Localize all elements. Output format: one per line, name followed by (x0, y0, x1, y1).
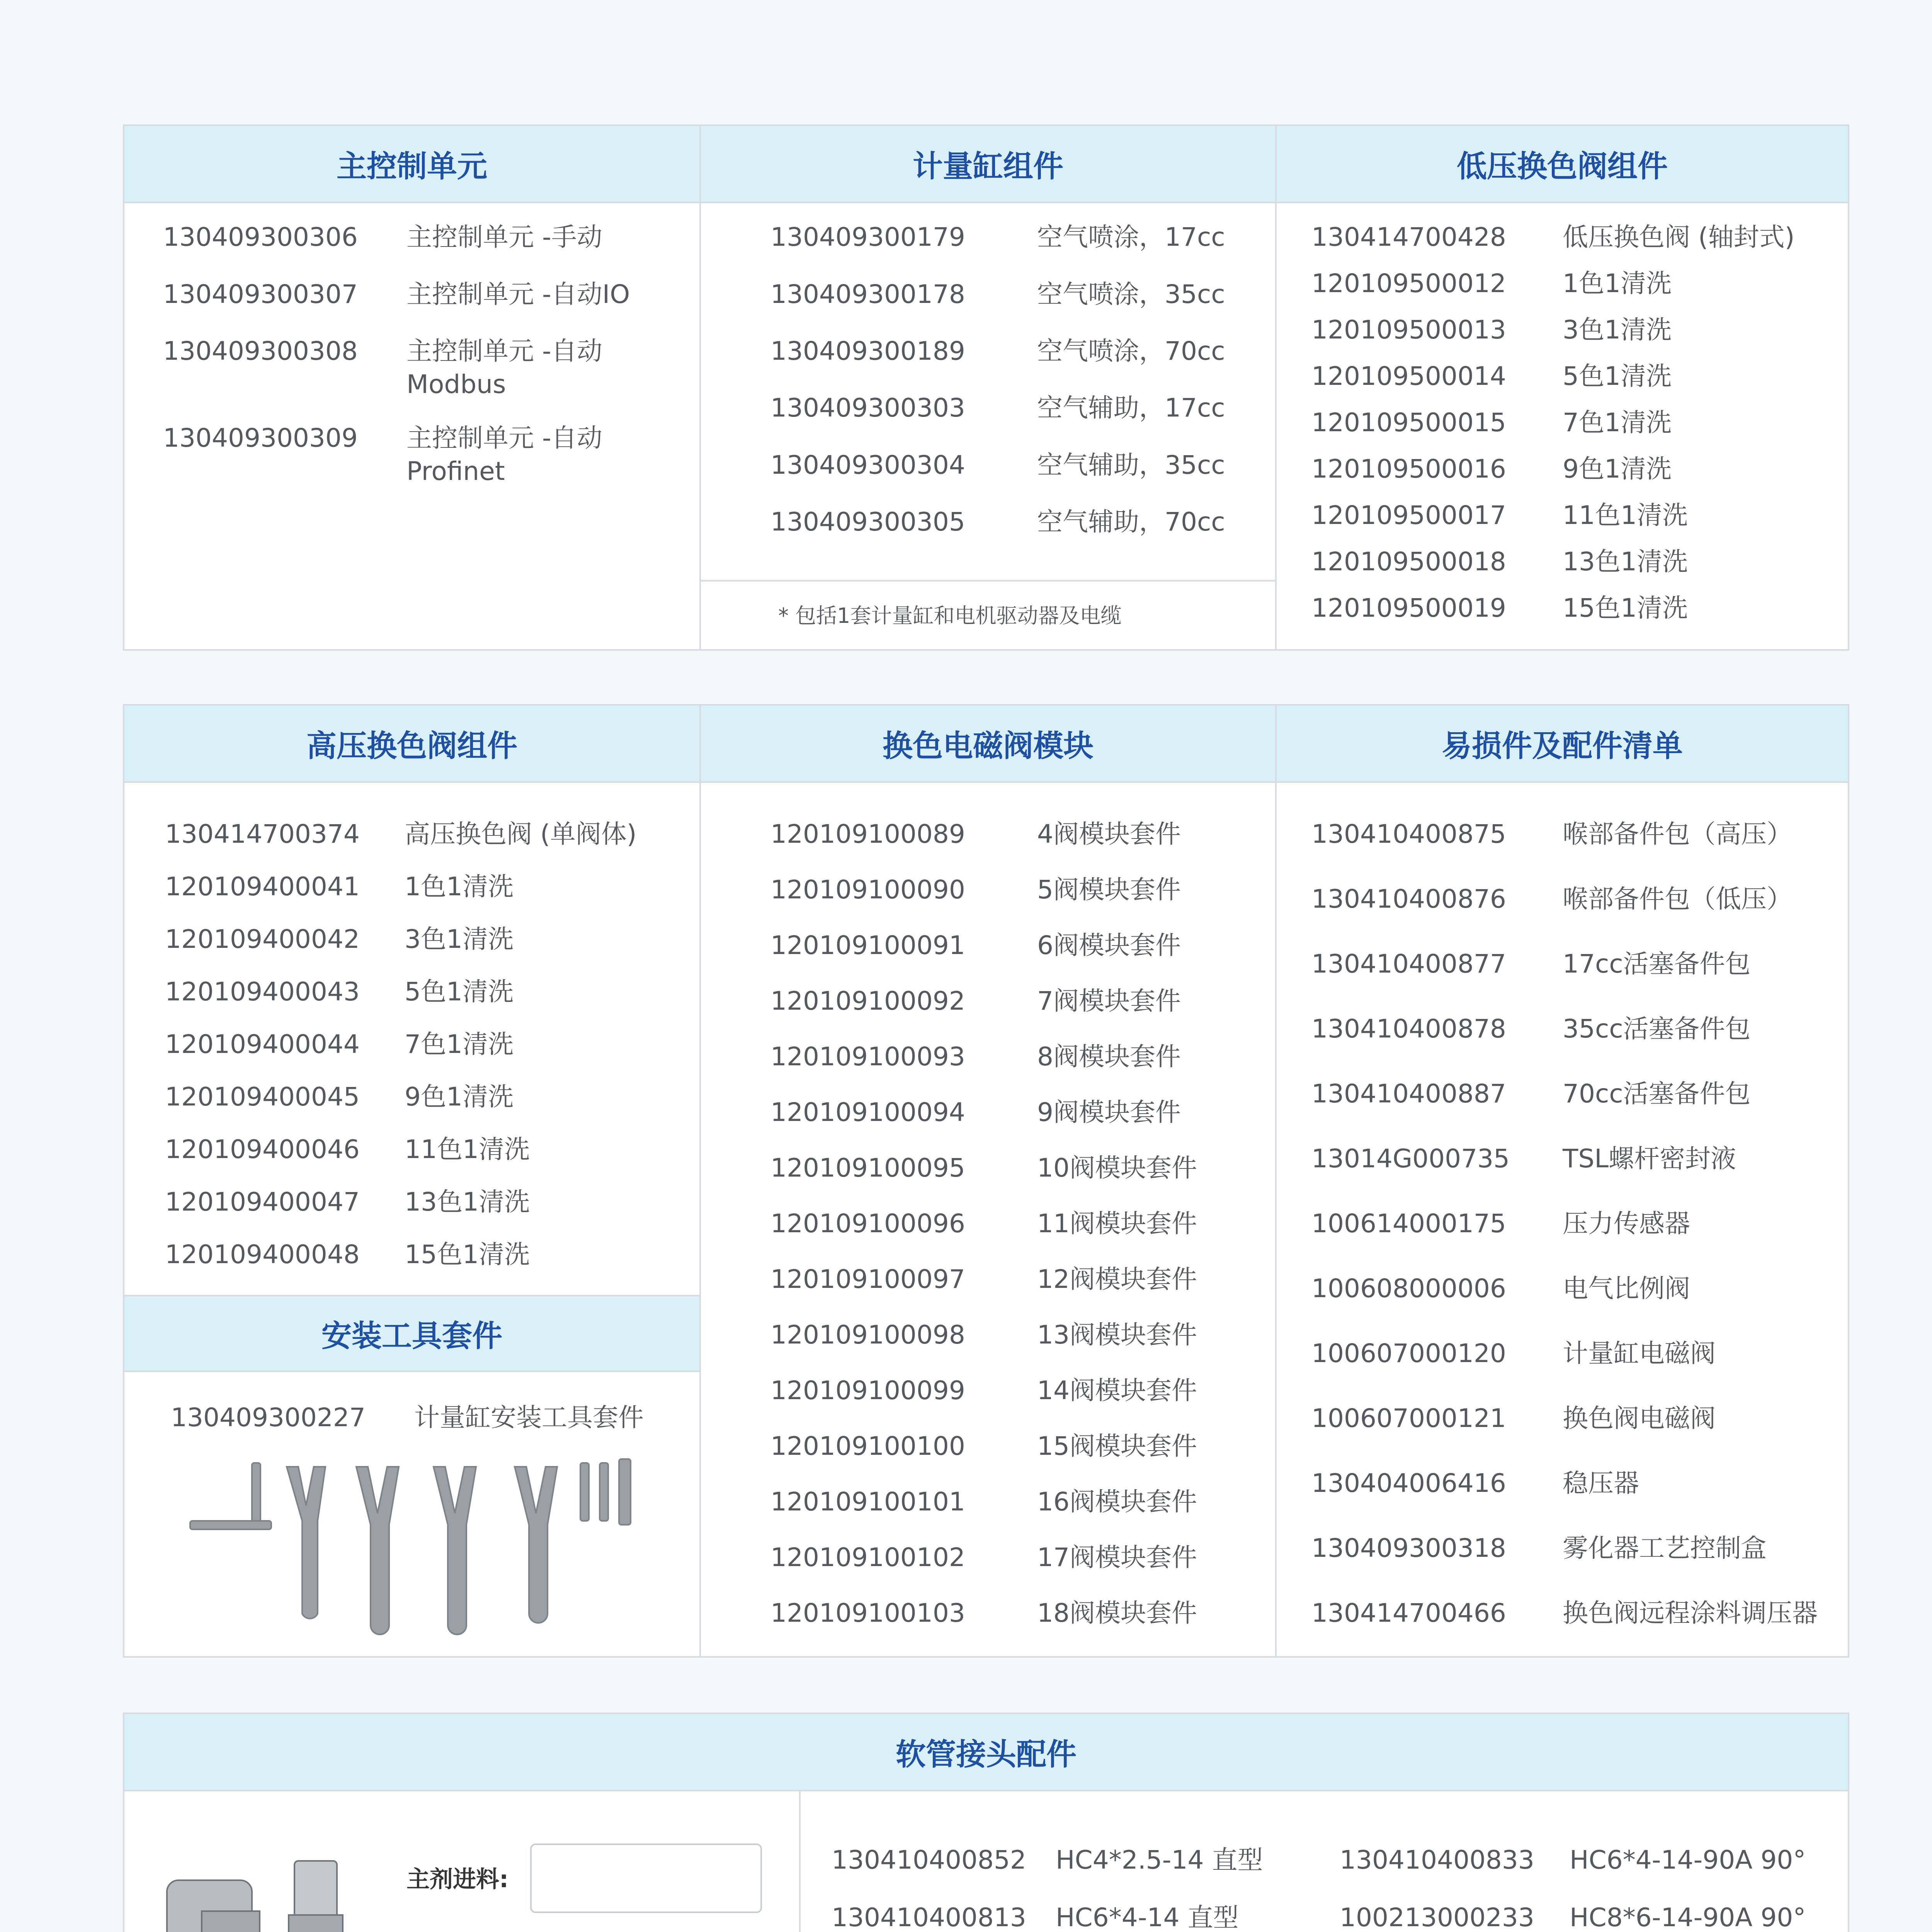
high-pressure-panel: 高压换色阀组件 130414700374 高压换色阀 (单阀体) 120109400041 1色1清洗 120109400042 3色1清洗 120109400043 5色1清洗 120109400044 7色1清洗 120109400045 9色1清洗 120109400046 11色1清洗 120109400047 13色1清洗 120109400048 15色1清洗 安装工具套件 130409300227 计量缸安装工具套件 (124, 706, 699, 1656)
fitting-image (155, 1845, 372, 1932)
main-control-title: 主控制单元 (124, 126, 699, 203)
low-pressure-title: 低压换色阀组件 (1277, 126, 1848, 203)
solenoid-title: 换色电磁阀模块 (701, 706, 1275, 783)
metering-panel: 计量缸组件 130409300179 空气喷涂，17cc 130409300178 空气喷涂，35cc 130409300189 空气喷涂，70cc 130409300303 空气辅助，17cc 130409300304 空气辅助，35cc 130409300305 空气辅助，70cc * 包括1套计量缸和电机驱动器及电缆 (699, 126, 1275, 649)
hose-left-area (124, 1791, 801, 1932)
inlet-field[interactable] (530, 1844, 762, 1913)
metering-note: * 包括1套计量缸和电机驱动器及电缆 (778, 604, 1122, 628)
low-pressure-panel: 低压换色阀组件 130414700428 低压换色阀 (轴封式) 120109500012 1色1清洗 120109500013 3色1清洗 120109500014 5色1清洗 120109500015 7色1清洗 120109500016 9色1清洗 120109500017 11色1清洗 120109500018 13色1清洗 120109500019 15色1清洗 (1275, 126, 1848, 649)
spare-parts-title: 易损件及配件清单 (1277, 706, 1848, 783)
main-control-panel: 主控制单元 130409300306 主控制单元 -手动 130409300307 主控制单元 -自动IO 130409300308 主控制单元 -自动 Modbus 130409300309 主控制单元 -自动 Profinet (124, 126, 699, 649)
inlet-label: 主剂进料: (406, 1866, 509, 1893)
metering-title: 计量缸组件 (701, 126, 1275, 203)
high-pressure-title: 高压换色阀组件 (124, 706, 699, 783)
wrench-set-image (179, 1451, 681, 1652)
solenoid-panel: 换色电磁阀模块 120109100089 4阀模块套件 120109100090 5阀模块套件 120109100091 6阀模块套件 120109100092 7阀模块套件 120109100093 8阀模块套件 120109100094 9阀模块套件 120109100095 10阀模块套件 120109100096 11阀模块套件 120109100097 12阀模块套件 120109100098 13阀模块套件 120109100099 14阀模块套件 120109100100 15阀模块套件 120109100101 16阀模块套件 120109100102 17阀模块套件 120109100103 18阀模块套件 (699, 706, 1275, 1656)
spare-parts-panel: 易损件及配件清单 130410400875 喉部备件包（高压） 130410400876 喉部备件包（低压） 130410400877 17cc活塞备件包 130410400878 35cc活塞备件包 130410400887 70cc活塞备件包 13014G000735 TSL螺杆密封液 100614000175 压力传感器 100608000006 电气比例阀 100607000120 计量缸电磁阀 100607000121 换色阀电磁阀 130404006416 稳压器 130409300318 雾化器工艺控制盒 130414700466 换色阀远程涂料调压器 (1275, 706, 1848, 1656)
hose-title: 软管接头配件 (124, 1714, 1848, 1791)
hose-right-area: 130410400852 HC4*2.5-14 直型 130410400813 HC6*4-14 直型 130410400833 HC6*4-14-90A 90° 100213000233 HC8*6-14-90A 90° (832, 1845, 1806, 1932)
hose-fittings-panel (123, 1713, 1849, 1932)
row-highpressure-solenoid-spare (123, 704, 1849, 1658)
metering-divider (701, 580, 1275, 582)
install-tools-title: 安装工具套件 (124, 1295, 699, 1372)
row-main-metering-lowpressure (123, 124, 1849, 651)
